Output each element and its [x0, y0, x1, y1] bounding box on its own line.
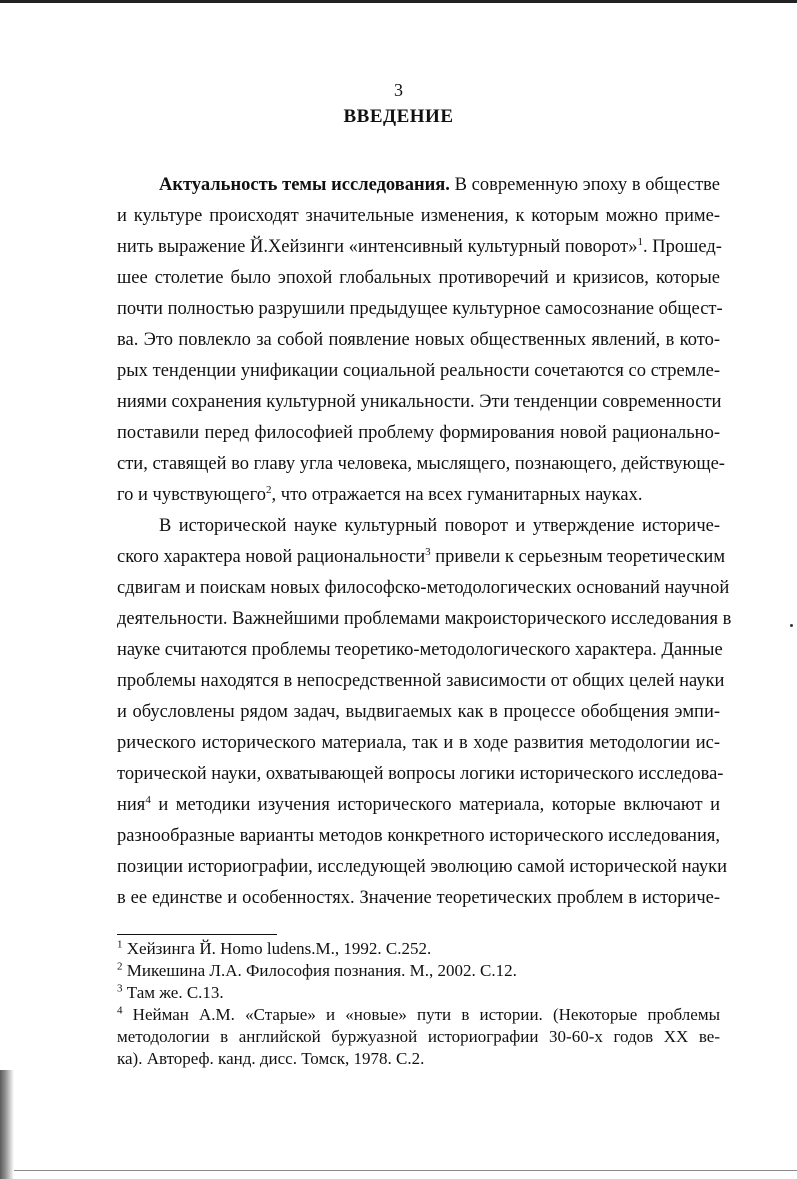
text-line: деятельности. Важнейшими проблемами макроисторического исследования в	[117, 609, 732, 629]
section-lead: Актуальность темы исследования.	[159, 175, 450, 195]
footnote: $^2$ Микешина Л.А. Философия познания. М., 2002. С.12.	[117, 960, 517, 980]
main-text	[117, 170, 732, 914]
footnote-ref: 3	[425, 545, 431, 558]
page-number: 3	[394, 80, 403, 100]
text-line: и культуре происходят значительные изменения, к которым можно приме-	[117, 206, 720, 226]
footnote-ref: 4	[145, 793, 151, 806]
paragraph-relevance	[117, 170, 725, 511]
text-line: го и чувствующего$^2$, что отражается на всех гуманитарных науках.	[117, 483, 643, 505]
text-line: рического исторического материала, так и в ходе развития методологии ис-	[117, 733, 720, 753]
scan-bottom-edge	[14, 1170, 797, 1171]
text-line: В исторической науке культурный поворот и утверждение историче-	[159, 516, 720, 536]
text-line: Актуальность темы исследования. В современную эпоху в обществе	[159, 175, 721, 195]
text-line: рых тенденции унификации социальной реальности сочетаются со стремле-	[117, 361, 720, 381]
text-line: торической науки, охватывающей вопросы логики исторического исследова-	[117, 764, 724, 784]
text-line: шее столетие было эпохой глобальных противоречий и кризисов, которые	[117, 268, 720, 288]
footnote: $^4$ Нейман А.М. «Старые» и «новые» пути в истории. (Некоторые проблемы	[117, 1004, 720, 1024]
text-line: сти, ставящей во главу угла человека, мыслящего, познающего, действующе-	[117, 454, 725, 474]
text-line: поставили перед философией проблему формирования новой рационально-	[117, 423, 720, 443]
scan-speck	[790, 624, 793, 627]
text-line: науке считаются проблемы теоретико-методологического характера. Данные	[117, 640, 723, 660]
text-line: разнообразные варианты методов конкретного исторического исследования,	[117, 826, 720, 846]
page-title: ВВЕДЕНИЕ	[343, 106, 454, 127]
text-line: почти полностью разрушили предыдущее культурное самосознание общест-	[117, 299, 723, 319]
text-line: ниями сохранения культурной уникальности. Эти тенденции современности	[117, 392, 722, 412]
text-line: ния$^4$ и методики изучения исторического материала, которые включают и	[117, 793, 720, 815]
text-line: и обусловлены рядом задач, выдвигаемых как в процессе обобщения эмпи-	[117, 702, 720, 722]
text-line: в ее единстве и особенностях. Значение теоретических проблем в историче-	[117, 888, 720, 908]
footnote-continuation: ка). Автореф. канд. дисс. Томск, 1978. С.2.	[117, 1049, 425, 1068]
footnote-ref: 2	[266, 483, 272, 496]
footnote-continuation: методологии в английской буржуазной историографии 30-60-х годов XX ве-	[117, 1027, 720, 1046]
text-line: позиции историографии, исследующей эволюцию самой исторической науки	[117, 857, 728, 877]
text-line: ского характера новой рациональности$^3$ привели к серьезным теоретическим	[117, 545, 726, 567]
footnote: $^1$ Хейзинга Й. Homo ludens.М., 1992. С.252.	[117, 938, 432, 958]
text-line: нить выражение Й.Хейзинги «интенсивный культурный поворот»$^1$. Прошед-	[117, 235, 722, 257]
scan-binding-shadow	[0, 1070, 14, 1179]
text-line: проблемы находятся в непосредственной зависимости от общих целей науки	[117, 671, 725, 691]
footnote-ref: 1	[637, 235, 644, 248]
scan-top-edge	[0, 0, 797, 3]
text-line: ва. Это повлекло за собой появление новых общественных явлений, в кото-	[117, 330, 720, 350]
footnote-divider	[117, 934, 277, 935]
paragraph-history	[117, 511, 732, 914]
footnotes	[117, 938, 720, 1070]
text-line: сдвигам и поискам новых философско-методологических оснований научной	[117, 578, 730, 598]
footnote: $^3$ Там же. С.13.	[117, 982, 224, 1002]
